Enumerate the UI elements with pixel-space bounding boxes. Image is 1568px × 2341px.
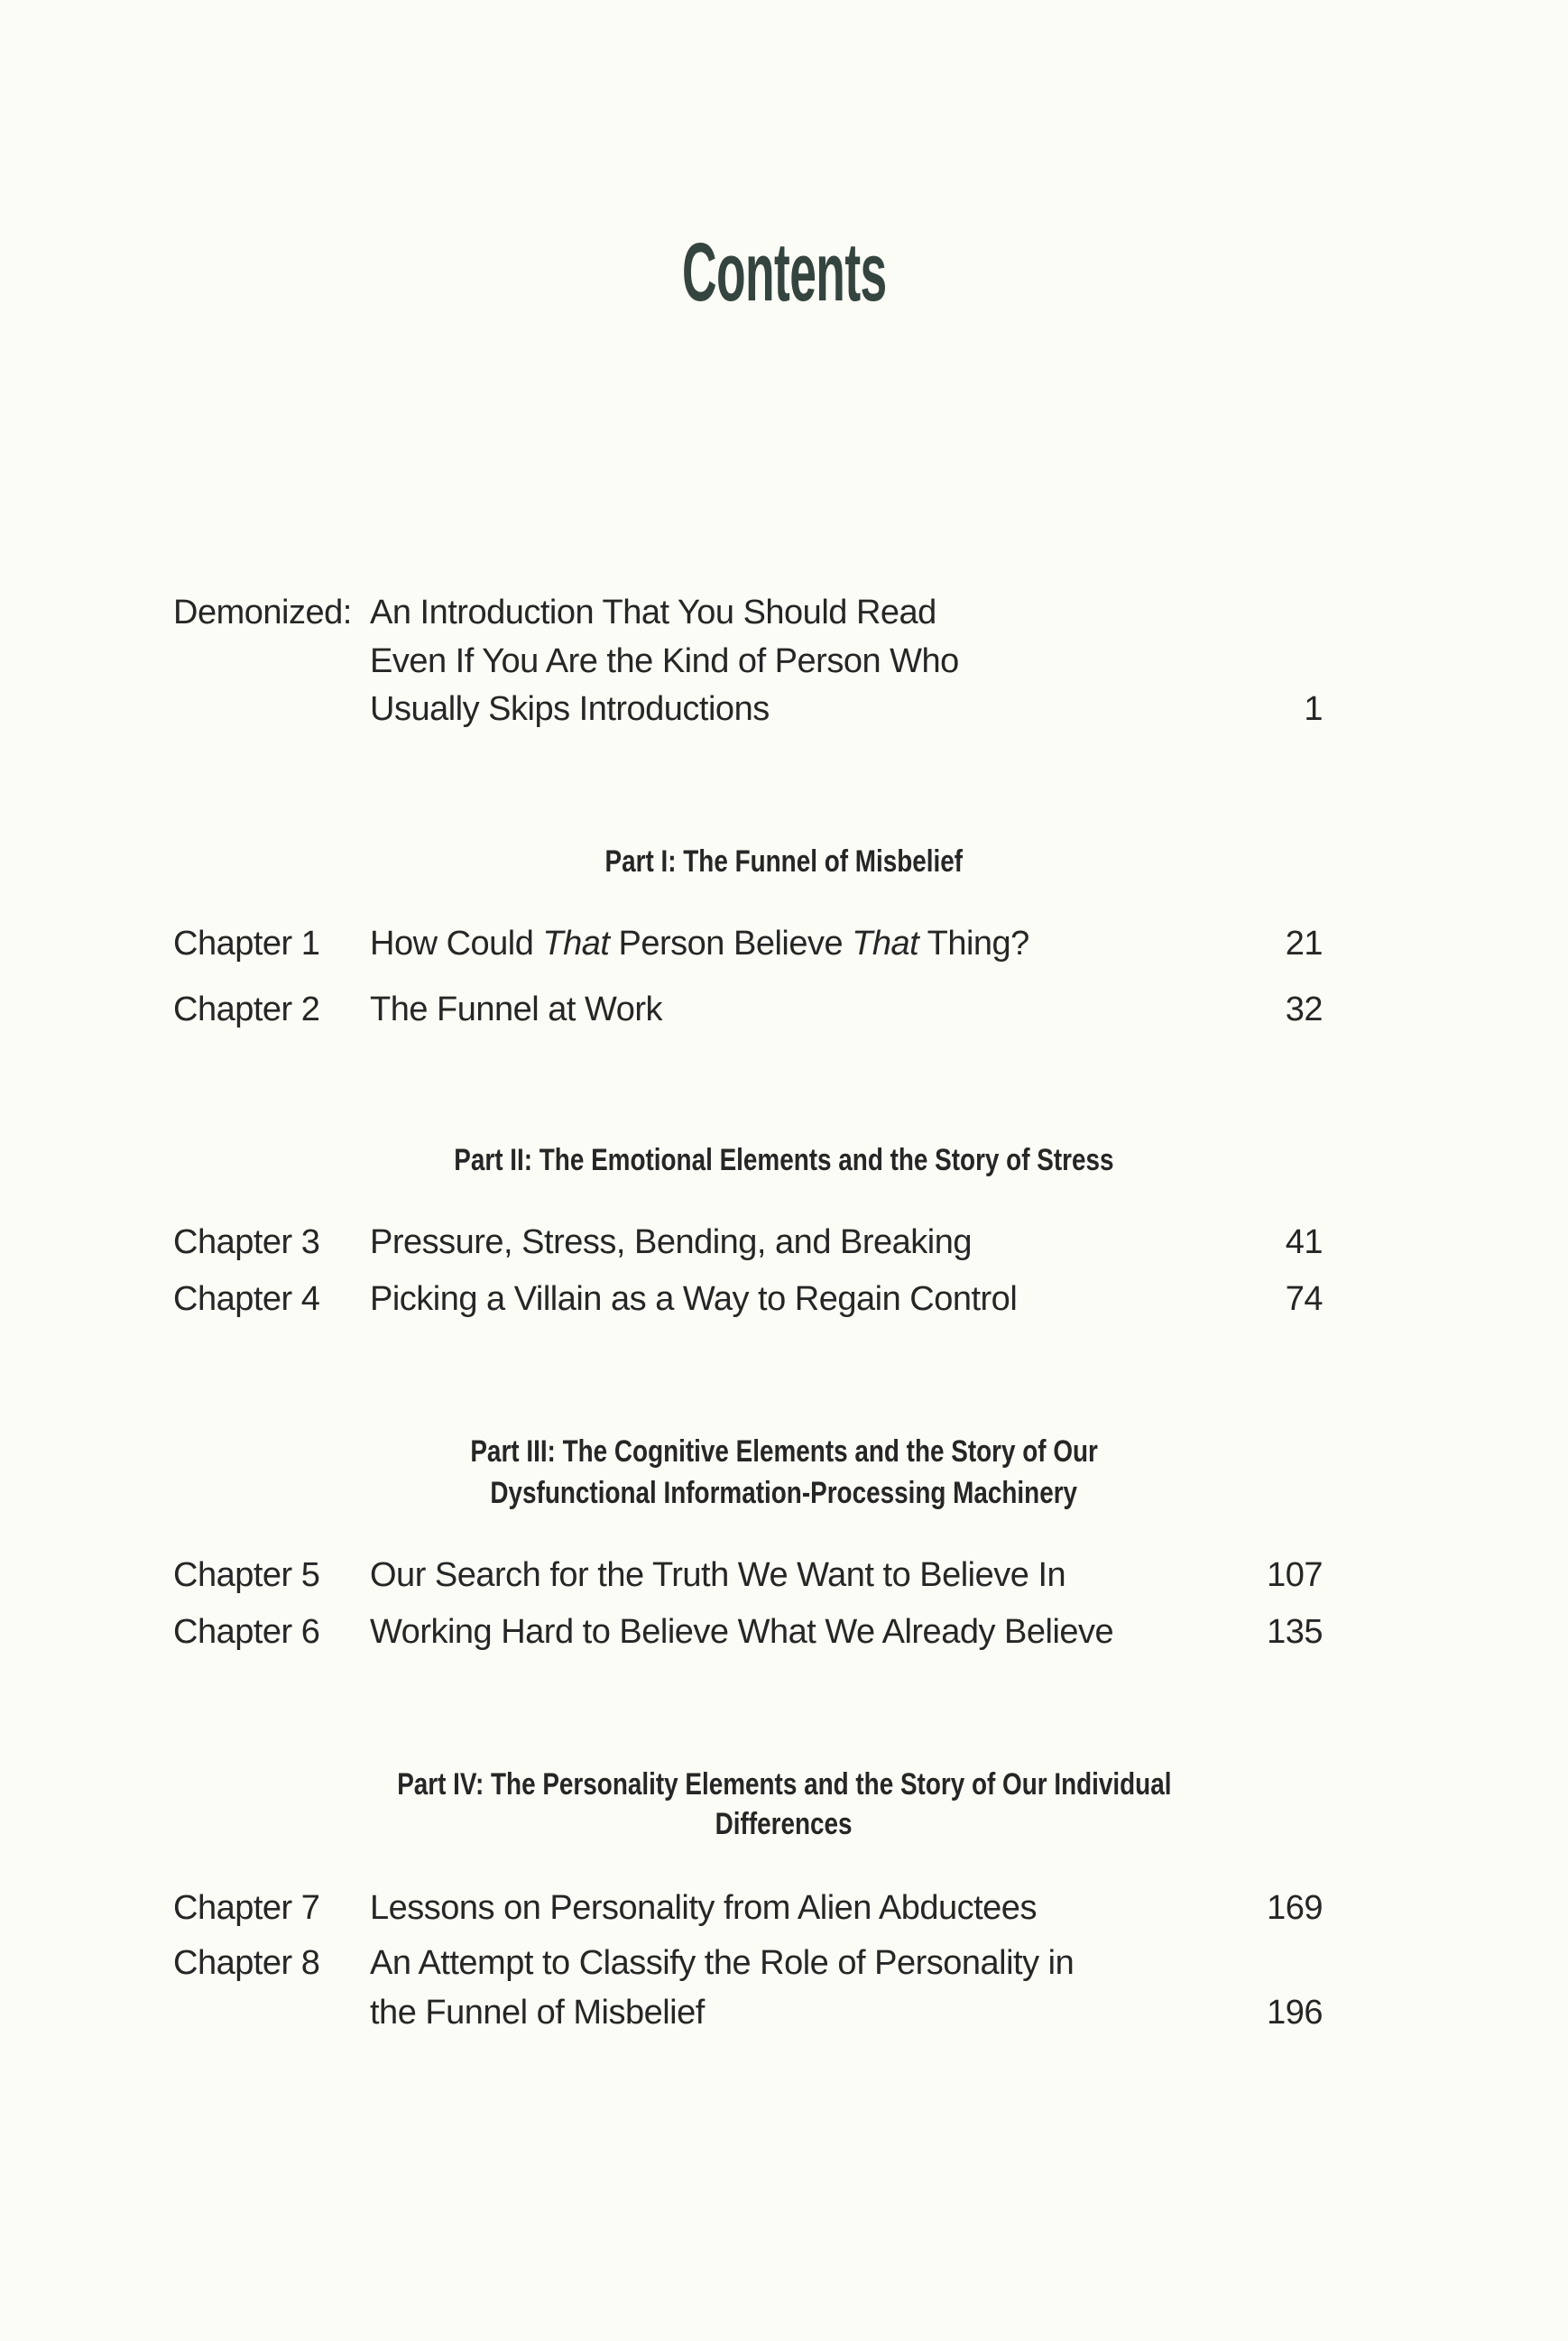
entry-label: Chapter 6 <box>173 1613 320 1651</box>
page-title <box>0 226 1568 320</box>
entry-title: Picking a Villain as a Way to Regain Control <box>370 1280 1018 1318</box>
part-heading-line-2: Differences <box>715 1807 853 1841</box>
entry-title: Working Hard to Believe What We Already Believe <box>370 1613 1114 1651</box>
entry-title-line: Usually Skips Introductions <box>370 690 770 728</box>
page-number: 21 <box>1285 925 1323 963</box>
entry-title: Lessons on Personality from Alien Abductees <box>370 1889 1037 1927</box>
part-heading: Part III: The Cognitive Elements and the Story of Our <box>470 1434 1098 1469</box>
entry-title-line: An Attempt to Classify the Role of Personality in <box>370 1944 1075 1982</box>
entry-title: The Funnel at Work <box>370 991 663 1028</box>
entry-label: Chapter 7 <box>173 1889 320 1927</box>
page-number: 41 <box>1285 1223 1323 1261</box>
page-number: 1 <box>1304 690 1323 728</box>
entry-label: Chapter 5 <box>173 1556 320 1594</box>
entry-label: Chapter 1 <box>173 925 320 963</box>
part-heading-line-2: Dysfunctional Information-Processing Machinery <box>490 1476 1078 1510</box>
entry-title-line: the Funnel of Misbelief <box>370 1994 705 2032</box>
entry-title-line: An Introduction That You Should Read <box>370 594 936 631</box>
page-number: 32 <box>1285 991 1323 1028</box>
entry-title: Pressure, Stress, Bending, and Breaking <box>370 1223 972 1261</box>
page-number: 135 <box>1267 1613 1323 1651</box>
page-number: 107 <box>1267 1556 1323 1594</box>
entry-title-line: Even If You Are the Kind of Person Who <box>370 642 959 680</box>
page-number: 196 <box>1267 1994 1323 2032</box>
entry-title: How Could That Person Believe That Thing? <box>370 925 1029 963</box>
page-number: 74 <box>1285 1280 1323 1318</box>
part-heading: Part II: The Emotional Elements and the Story of Stress <box>454 1143 1114 1177</box>
contents-heading: Contents <box>681 226 887 318</box>
entry-title: Our Search for the Truth We Want to Believe In <box>370 1556 1066 1594</box>
entry-label: Chapter 3 <box>173 1223 320 1261</box>
part-heading: Part IV: The Personality Elements and the Story of Our Individual <box>396 1767 1172 1802</box>
entry-label: Demonized: <box>173 594 352 631</box>
entry-label: Chapter 4 <box>173 1280 320 1318</box>
page-number: 169 <box>1267 1889 1323 1927</box>
entry-label: Chapter 8 <box>173 1944 320 1982</box>
part-heading: Part I: The Funnel of Misbelief <box>604 844 964 879</box>
entry-label: Chapter 2 <box>173 991 320 1028</box>
